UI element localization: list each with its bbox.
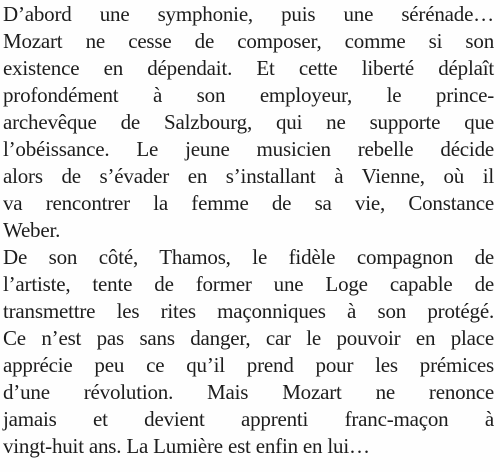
text-line: l’obéissance. Le jeune musicien rebelle décide [3,137,494,161]
text-line: existence en dépendait. Et cette liberté déplaît [3,56,494,80]
text-line: archevêque de Salzbourg, qui ne supporte que [3,110,494,134]
text-line: va rencontrer la femme de sa vie, Constance [3,191,494,215]
text-line: l’artiste, tente de former une Loge capable de [3,272,494,296]
text-line: profondément à son employeur, le prince- [3,83,494,107]
text-line: jamais et devient apprenti franc-maçon à [3,407,494,431]
text-line: vingt-huit ans. La Lumière est enfin en lui… [3,434,370,458]
text-line: transmettre les rites maçonniques à son protégé. [3,299,494,323]
text-line: Mozart ne cesse de composer, comme si son [3,29,494,53]
text-line: D’abord une symphonie, puis une sérénade… [3,2,494,26]
text-line: Weber. [3,218,61,242]
text-line: alors de s’évader en s’installant à Vienne, où il [3,164,494,188]
text-line: De son côté, Thamos, le fidèle compagnon de [3,245,494,269]
text-line: Ce n’est pas sans danger, car le pouvoir en place [3,326,494,350]
text-line: d’une révolution. Mais Mozart ne renonce [3,380,494,404]
text-line: apprécie peu ce qu’il prend pour les prémices [3,353,494,377]
